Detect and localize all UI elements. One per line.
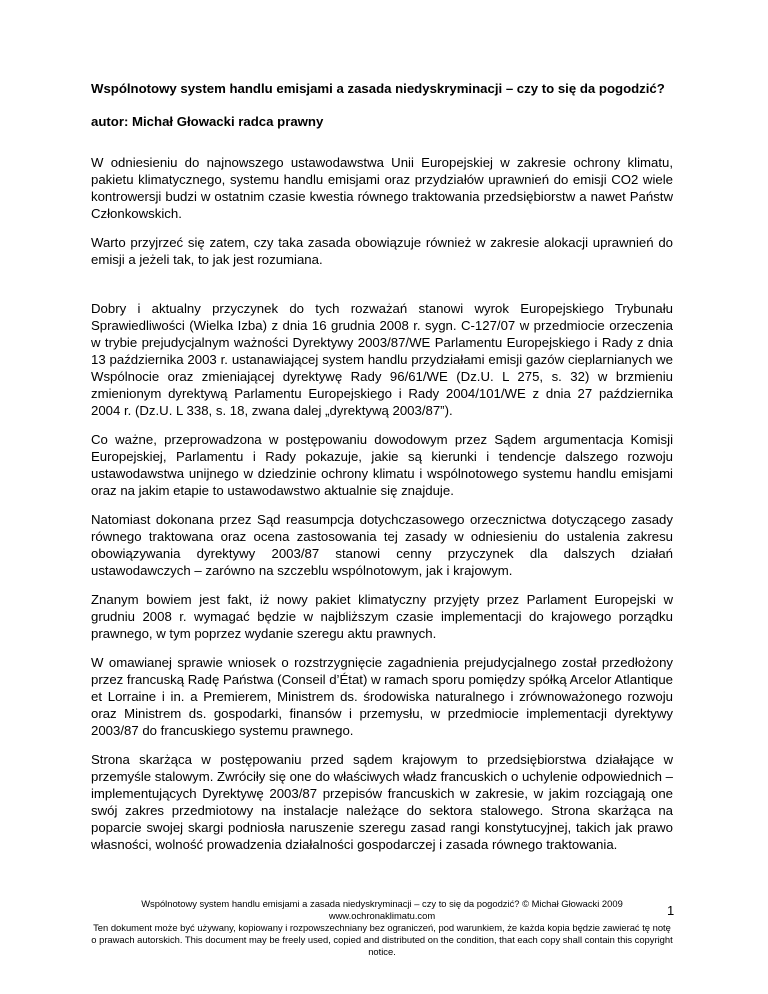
page-number: 1 (667, 903, 675, 918)
document-title: Wspólnotowy system handlu emisjami a zasada niedyskryminacji – czy to się da pogodzić? (91, 81, 665, 96)
paragraph-7: W omawianej sprawie wniosek o rozstrzygnięcie zagadnienia prejudycjalnego został przedłożony przez francuską Radę Państwa (Conseil d’État) w ramach sporu pomiędzy spółką Arcelor Atlantique et Lorraine i in. a Premierem, Ministrem ds. środowiska naturalnego i zrównoważonego rozwoju oraz Ministrem ds. gospodarki, finansów i przemysłu, w przedmiocie implementacji dyrektywy 2003/87 do francuskiego systemu prawnego. (91, 655, 673, 738)
page-footer (91, 898, 673, 958)
paragraph-5: Natomiast dokonana przez Sąd reasumpcja dotychczasowego orzecznictwa dotyczącego zasady równego traktowana oraz ocena zastosowania tej zasady w odniesieniu do ustalenia zakresu obowiązywania dyrektywy 2003/87 stanowi cenny przyczynek dla dalszych działań ustawodawczych – zarówno na szczeblu wspólnotowym, jak i krajowym. (91, 512, 673, 578)
footer-copyright: Wspólnotowy system handlu emisjami a zasada niedyskryminacji – czy to się da pogodzić? © Michał Głowacki 2009 (141, 898, 623, 909)
paragraph-3: Dobry i aktualny przyczynek do tych rozważań stanowi wyrok Europejskiego Trybunału Sprawiedliwości (Wielka Izba) z dnia 16 grudnia 2008 r. sygn. C-127/07 w przedmiocie orzeczenia w trybie prejudycjalnym ważności Dyrektywy 2003/87/WE Parlamentu Europejskiego i Rady z dnia 13 października 2003 r. ustanawiającej system handlu przydziałami emisji gazów cieplarnianych we Wspólnocie oraz zmieniającej dyrektywę Rady 96/61/WE (Dz.U. L 275, s. 32) w brzmieniu zmienionym dyrektywą Parlamentu Europejskiego i Rady 2004/101/WE z dnia 27 października 2004 r. (Dz.U. L 338, s. 18, zwana dalej „dyrektywą 2003/87”). (91, 301, 673, 418)
document-author: autor: Michał Głowacki radca prawny (91, 114, 324, 129)
document-body (91, 80, 673, 865)
paragraph-6: Znanym bowiem jest fakt, iż nowy pakiet klimatyczny przyjęty przez Parlament Europejski w grudniu 2008 r. wymagać będzie w najbliższym czasie implementacji do krajowego porządku prawnego, w tym poprzez wydanie szeregu aktu prawnych. (91, 592, 673, 641)
paragraph-4: Co ważne, przeprowadzona w postępowaniu dowodowym przez Sądem argumentacja Komisji Europejskiej, Parlamentu i Rady pokazuje, jakie są kierunki i tendencje dalszego rozwoju ustawodawstwa unijnego w dziedzinie ochrony klimatu i wspólnotowego systemu handlu emisjami oraz na jakim etapie to ustawodawstwo aktualnie się znajduje. (91, 432, 673, 498)
footer-license: Ten dokument może być używany, kopiowany i rozpowszechniany bez ograniczeń, pod warunkiem, że każda kopia będzie zawierać tę notę o prawach autorskich. This document may be freely used, copied and distributed on the condition, that each copy shall contain this copyright notice. (91, 922, 673, 957)
paragraph-2: Warto przyjrzeć się zatem, czy taka zasada obowiązuje również w zakresie alokacji uprawnień do emisji a jeżeli tak, to jak jest rozumiana. (91, 235, 673, 267)
footer-website: www.ochronaklimatu.com (328, 910, 436, 921)
paragraph-1: W odniesieniu do najnowszego ustawodawstwa Unii Europejskiej w zakresie ochrony klimatu, pakietu klimatycznego, systemu handlu emisjami oraz przydziałów uprawnień do emisji CO2 wiele kontrowersji budzi w ostatnim czasie kwestia równego traktowania przedsiębiorstw a nawet Państw Członkowskich. (91, 155, 673, 221)
paragraph-8: Strona skarżąca w postępowaniu przed sądem krajowym to przedsiębiorstwa działające w przemyśle stalowym. Zwróciły się one do właściwych władz francuskich o uchylenie odpowiednich – implementujących Dyrektywę 2003/87 przepisów francuskich w zakresie, w jakim rozciągają one swój zakres przedmiotowy na instalacje należące do sektora stalowego. Strona skarżąca na poparcie swojej skargi podniosła naruszenie szeregu zasad rangi konstytucyjnej, takich jak prawo własności, wolność prowadzenia działalności gospodarczej i zasada równego traktowania. (91, 752, 673, 852)
